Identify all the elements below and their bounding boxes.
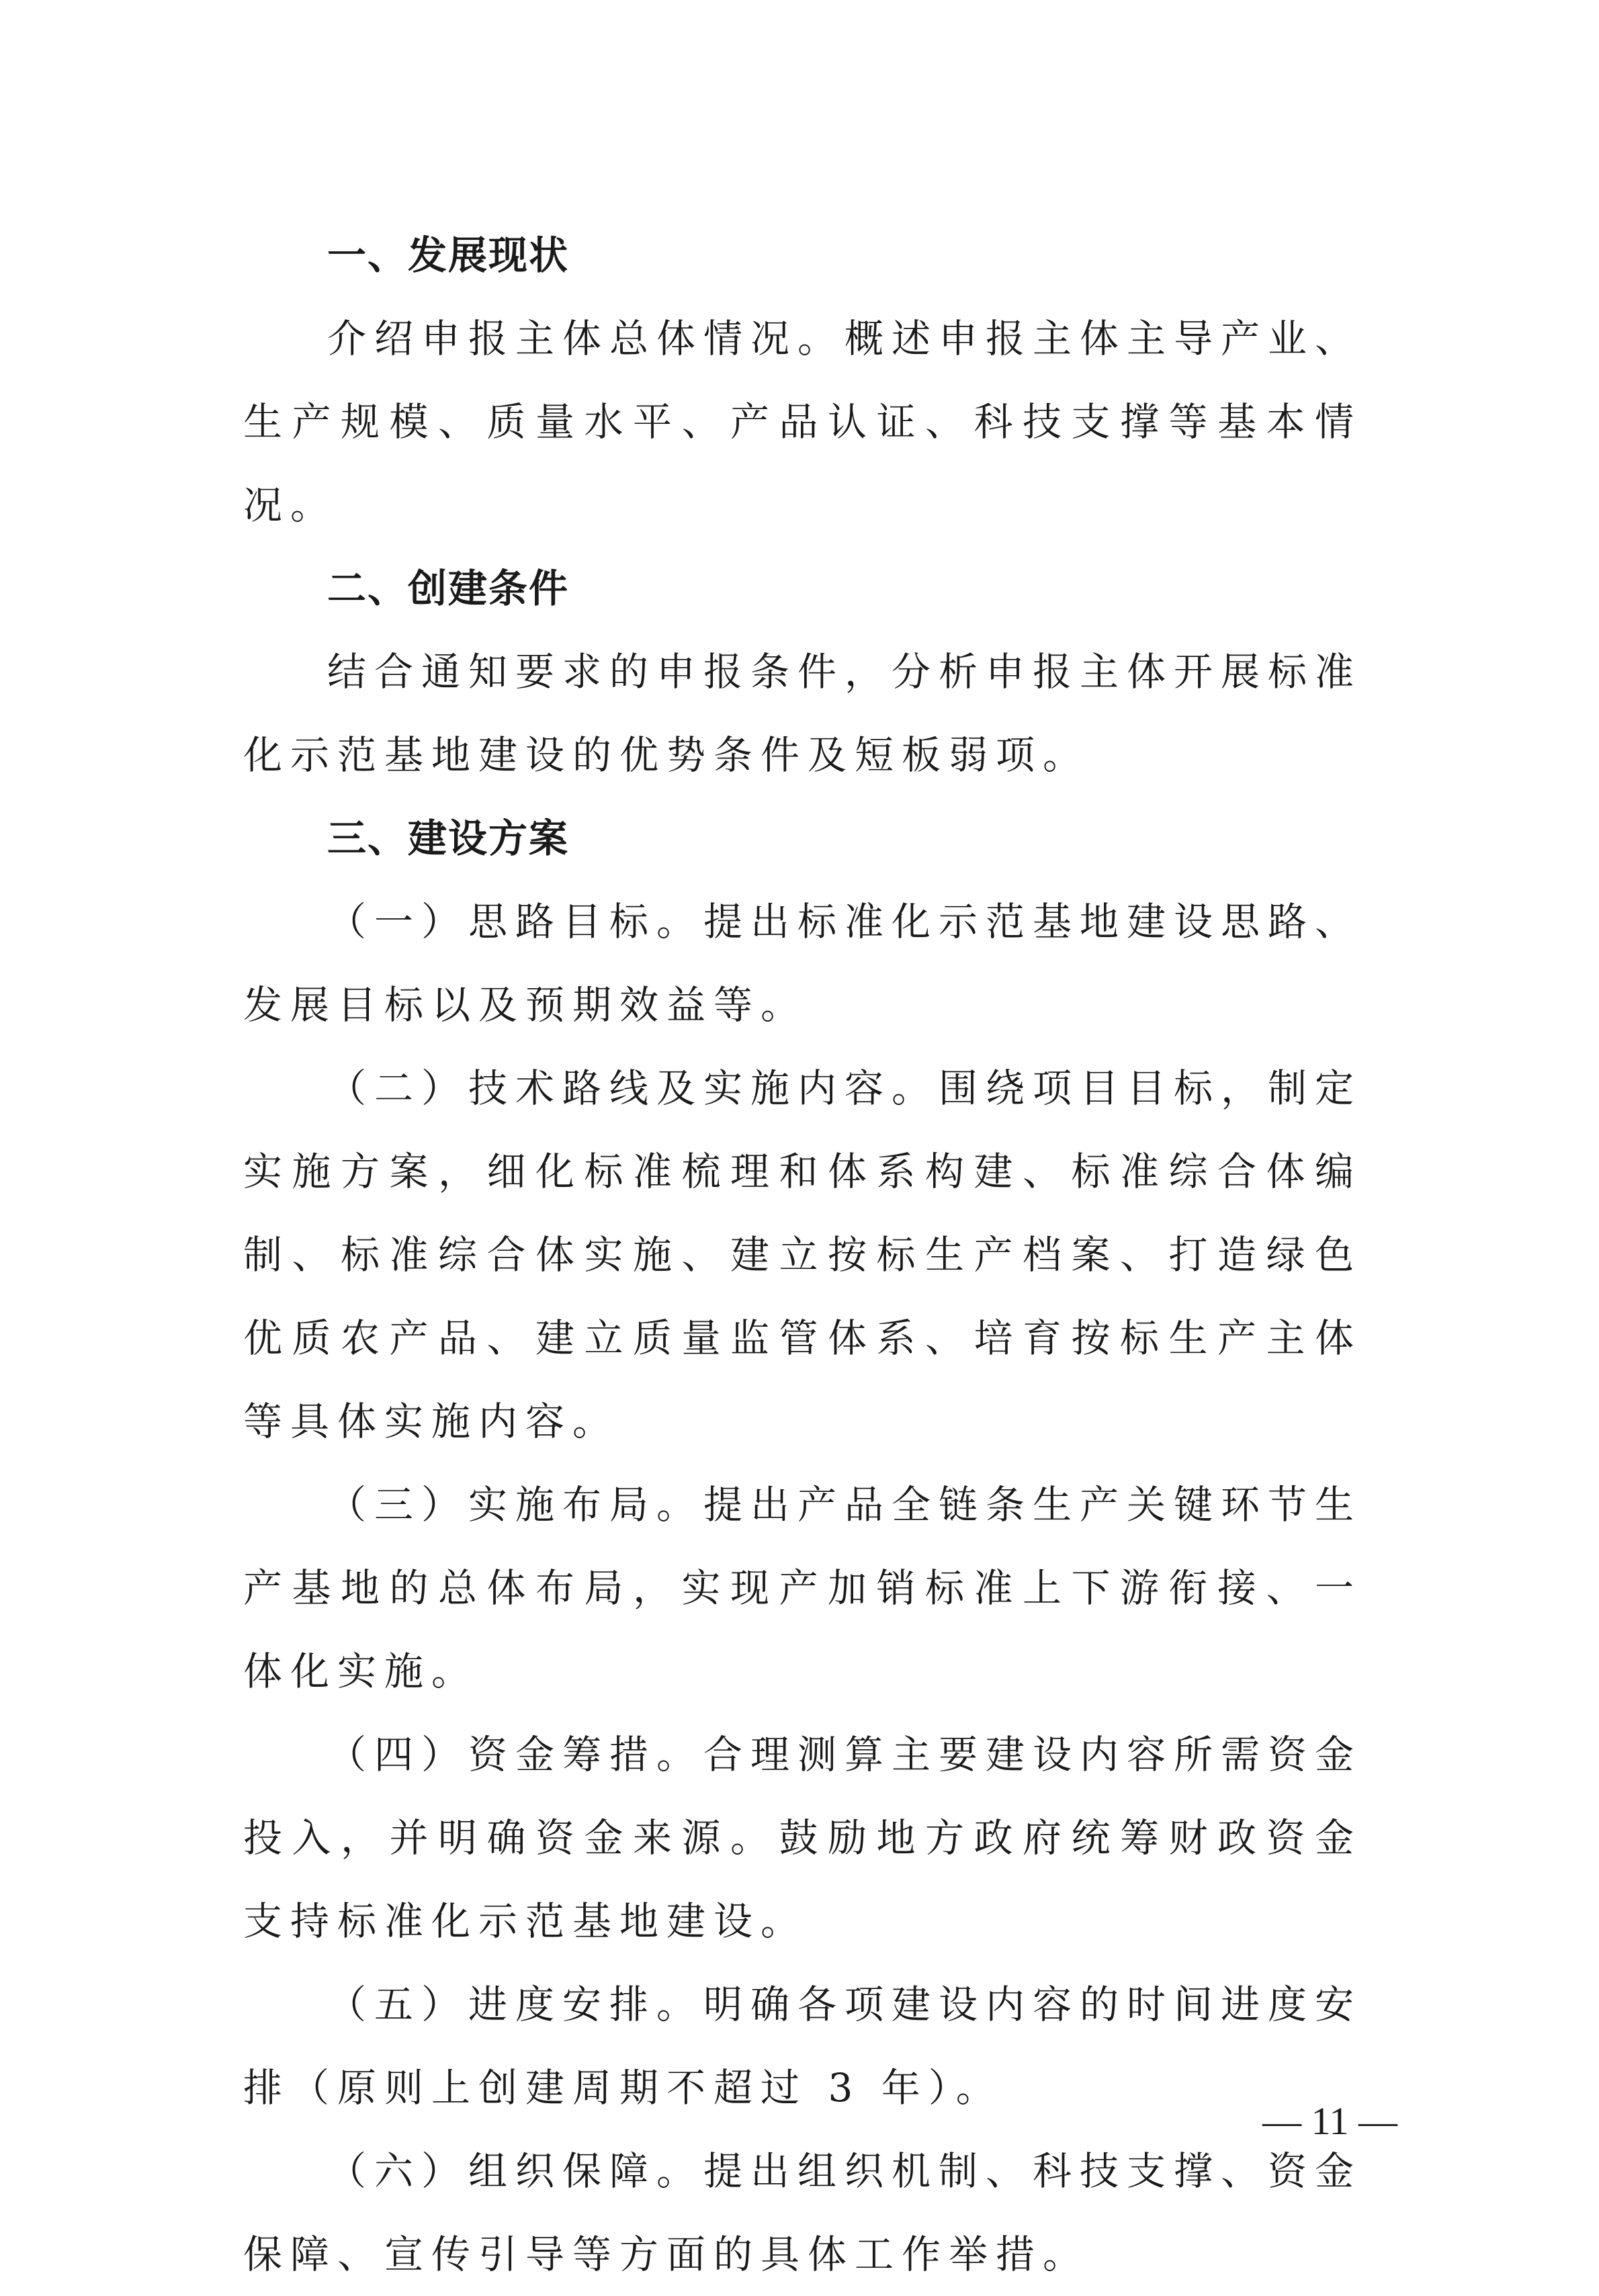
section-paragraph-development-status: 介绍申报主体总体情况。概述申报主体主导产业、生产规模、质量水平、产品认证、科技支撑等基本情况。 [243,316,1363,528]
plan-item-goals: （一）思路目标。提出标准化示范基地建设思路、发展目标以及预期效益等。 [243,899,1363,1028]
plan-item-funding: （四）资金筹措。合理测算主要建设内容所需资金投入，并明确资金来源。鼓励地方政府统筹财政资金支持标准化示范基地建设。 [243,1732,1363,1944]
document-body [243,214,1362,2296]
section-paragraph-creation-conditions: 结合通知要求的申报条件，分析申报主体开展标准化示范基地建设的优势条件及短板弱项。 [243,649,1363,778]
plan-item-layout: （三）实施布局。提出产品全链条生产关键环节生产基地的总体布局，实现产加销标准上下游衔接、一体化实施。 [243,1482,1363,1694]
page-number: — 11 — [1262,2099,1397,2143]
section-heading-creation-conditions: 二、创建条件 [327,566,570,611]
section-heading-construction-plan: 三、建设方案 [327,815,570,861]
plan-item-schedule: （五）进度安排。明确各项建设内容的时间进度安排（原则上创建周期不超过 3 年）。 [243,1982,1363,2111]
section-heading-development-status: 一、发展现状 [327,232,570,278]
plan-item-technical-route: （二）技术路线及实施内容。围绕项目目标，制定实施方案，细化标准梳理和体系构建、标准综合体编制、标准综合体实施、建立按标生产档案、打造绿色优质农产品、建立质量监管体系、培育按标生产主体等具体实施内容。 [243,1065,1363,1444]
plan-item-organization: （六）组织保障。提出组织机制、科技支撑、资金保障、宣传引导等方面的具体工作举措。 [243,2148,1363,2277]
